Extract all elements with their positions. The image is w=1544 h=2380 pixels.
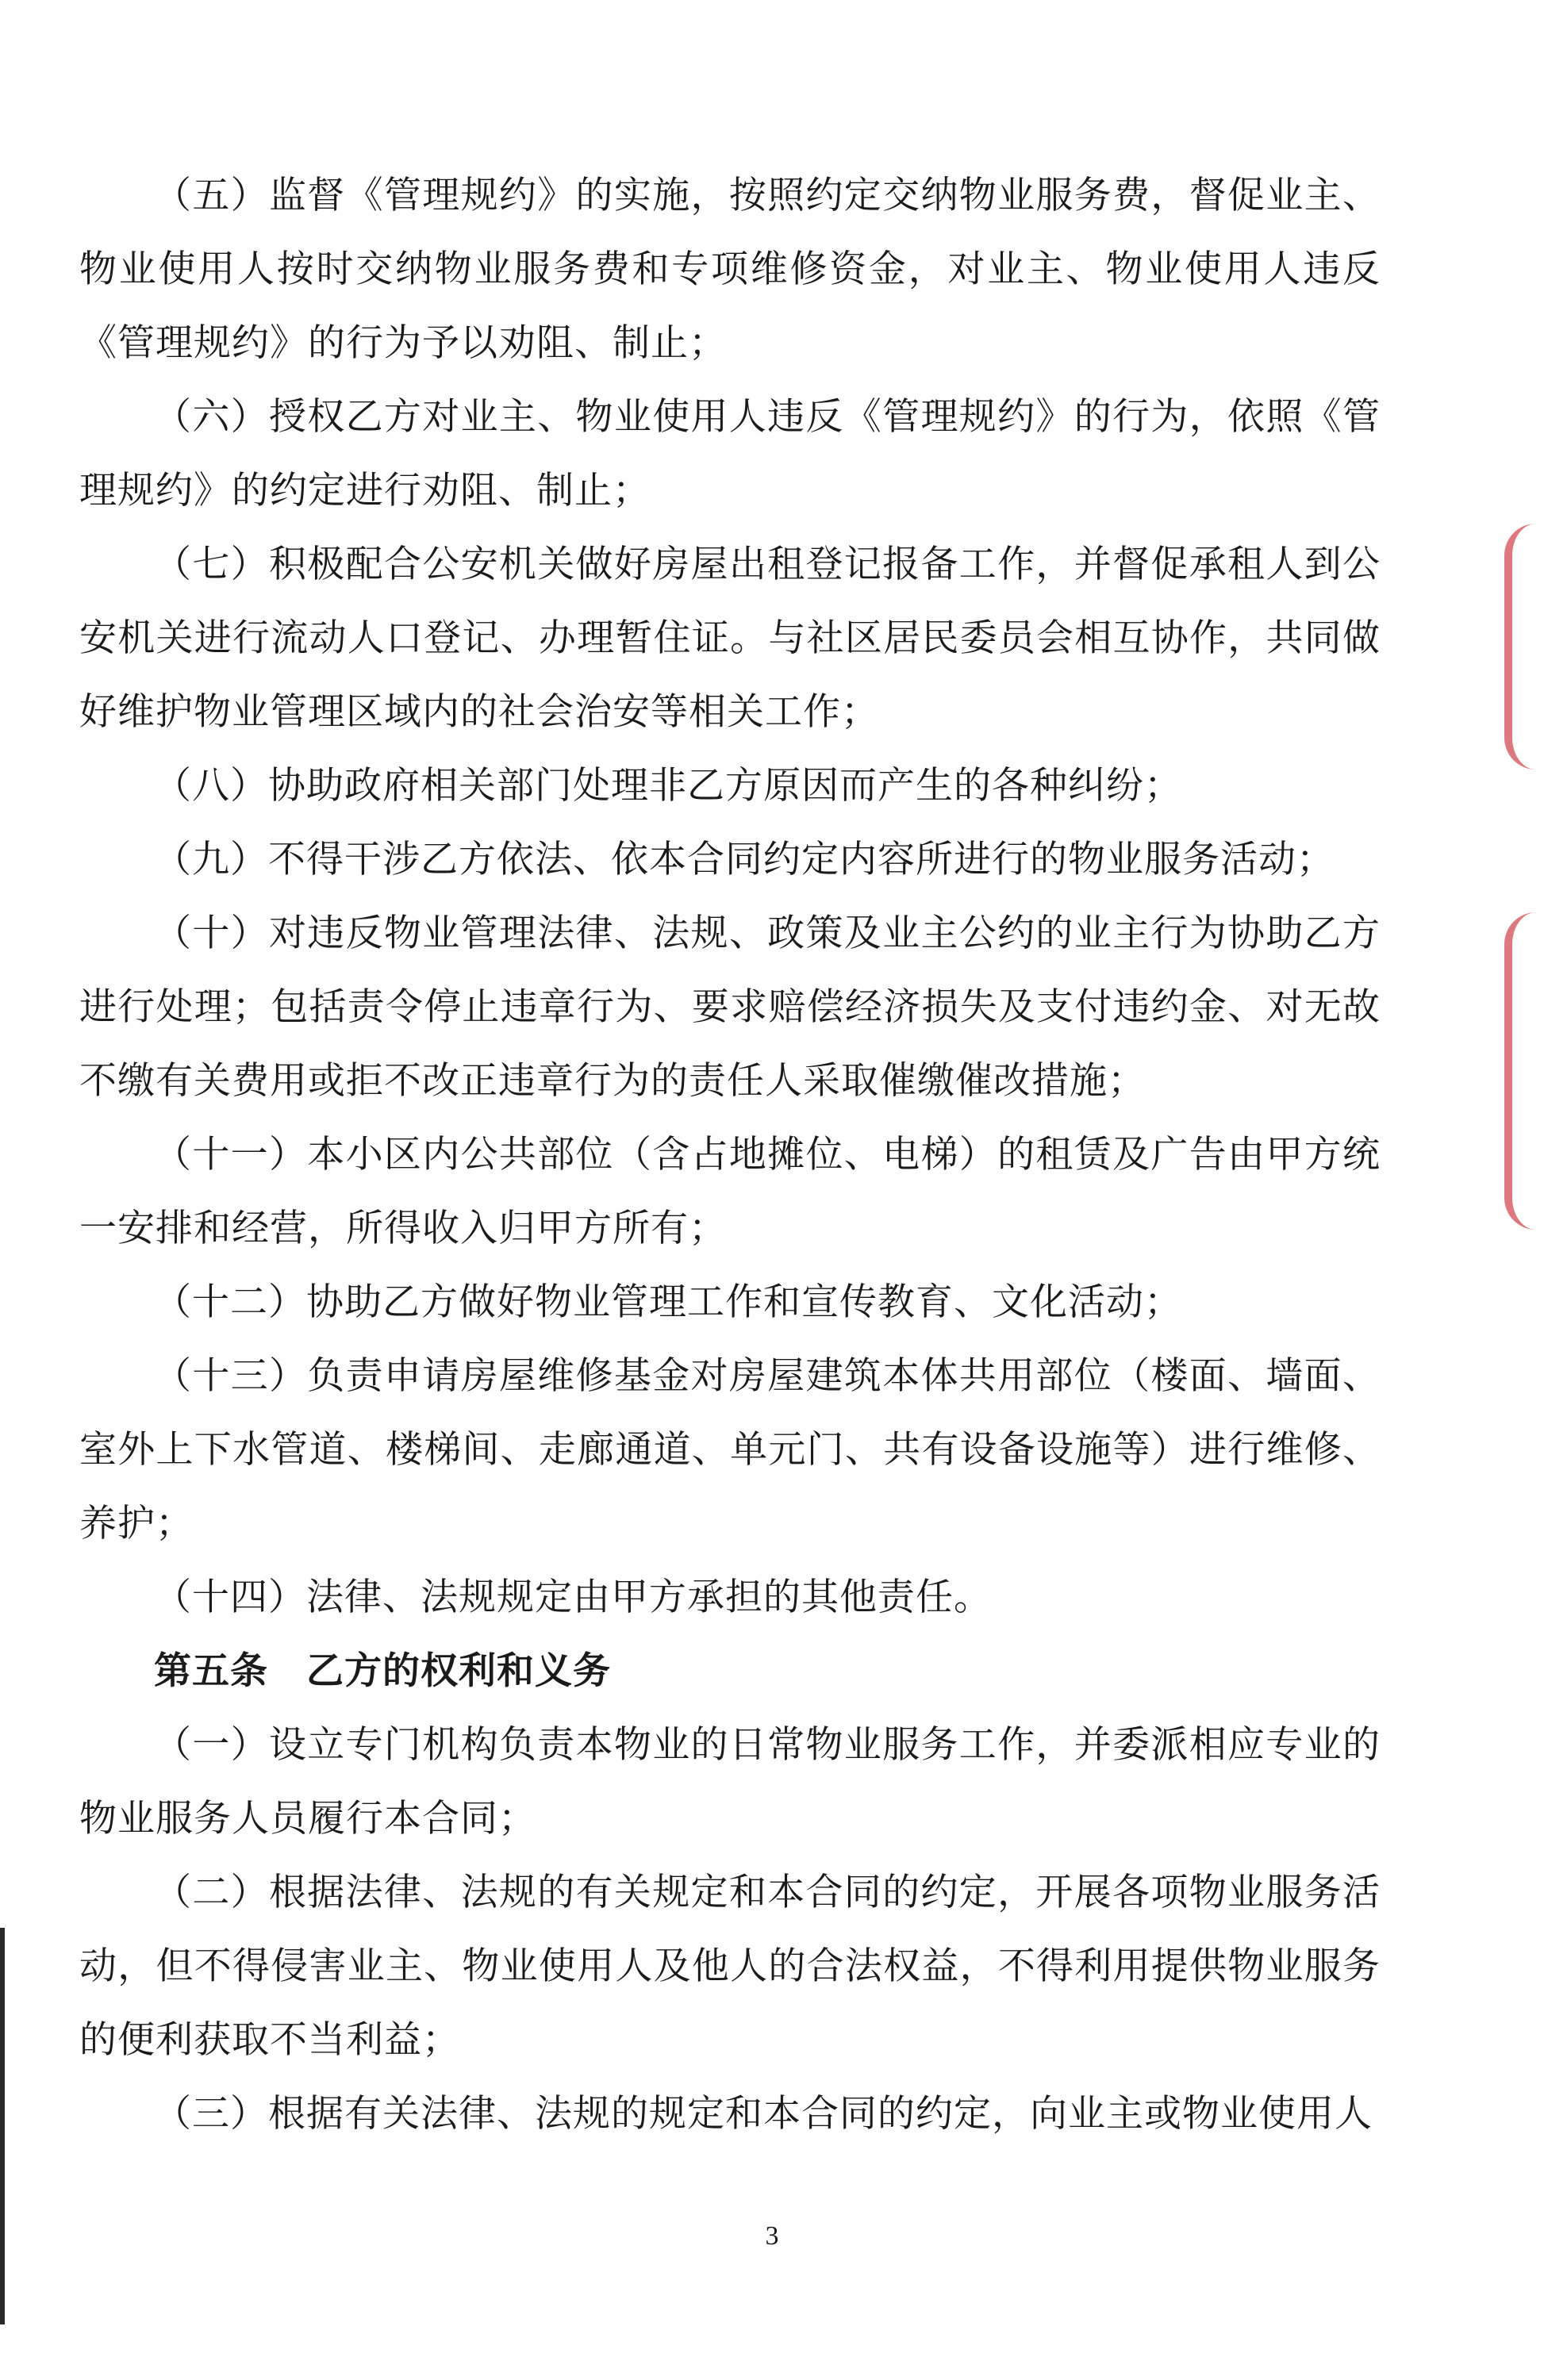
seal-fragment-top: [1504, 524, 1544, 770]
section-clause-1: （一）设立专门机构负责本物业的日常物业服务工作，并委派相应专业的物业服务人员履行本合同；: [79, 1723, 1381, 1841]
clause-8: （八）协助政府相关部门处理非乙方原因而产生的各种纠纷；: [154, 764, 1182, 808]
clause-13: （十三）负责申请房屋维修基金对房屋建筑本体共用部位（楼面、墙面、室外上下水管道、楼梯间、走廊通道、单元门、共有设备设施等）进行维修、养护；: [79, 1354, 1381, 1545]
page-number: 3: [765, 2221, 779, 2251]
clause-10: （十）对违反物业管理法律、法规、政策及业主公约的业主行为协助乙方进行处理；包括责令停止违章行为、要求赔偿经济损失及支付违约金、对无故不缴有关费用或拒不改正违章行为的责任人采取催缴催改措施；: [79, 912, 1381, 1103]
document-body: [79, 159, 1381, 2151]
seal-fragment-bottom: [1504, 912, 1544, 1230]
section-heading: 第五条 乙方的权利和义务: [154, 1649, 611, 1693]
binding-strip: [0, 1928, 5, 2324]
clause-9: （九）不得干涉乙方依法、依本合同约定内容所进行的物业服务活动；: [154, 838, 1335, 881]
clause-12: （十二）协助乙方做好物业管理工作和宣传教育、文化活动；: [154, 1280, 1182, 1324]
clause-6: （六）授权乙方对业主、物业使用人违反《管理规约》的行为，依照《管理规约》的约定进行劝阻、制止；: [79, 395, 1381, 512]
clause-5: （五）监督《管理规约》的实施，按照约定交纳物业服务费，督促业主、物业使用人按时交纳物业服务费和专项维修资金，对业主、物业使用人违反《管理规约》的行为予以劝阻、制止；: [79, 174, 1381, 365]
section-clause-3: （三）根据有关法律、法规的规定和本合同的约定，向业主或物业使用人: [154, 2092, 1373, 2136]
clause-7: （七）积极配合公安机关做好房屋出租登记报备工作，并督促承租人到公安机关进行流动人口登记、办理暂住证。与社区居民委员会相互协作，共同做好维护物业管理区域内的社会治安等相关工作；: [79, 543, 1381, 734]
section-clause-2: （二）根据法律、法规的有关规定和本合同的约定，开展各项物业服务活动，但不得侵害业主、物业使用人及他人的合法权益，不得利用提供物业服务的便利获取不当利益；: [79, 1871, 1381, 2062]
clause-14: （十四）法律、法规规定由甲方承担的其他责任。: [154, 1576, 992, 1619]
clause-11: （十一）本小区内公共部位（含占地摊位、电梯）的租赁及广告由甲方统一安排和经营，所得收入归甲方所有；: [79, 1133, 1381, 1250]
